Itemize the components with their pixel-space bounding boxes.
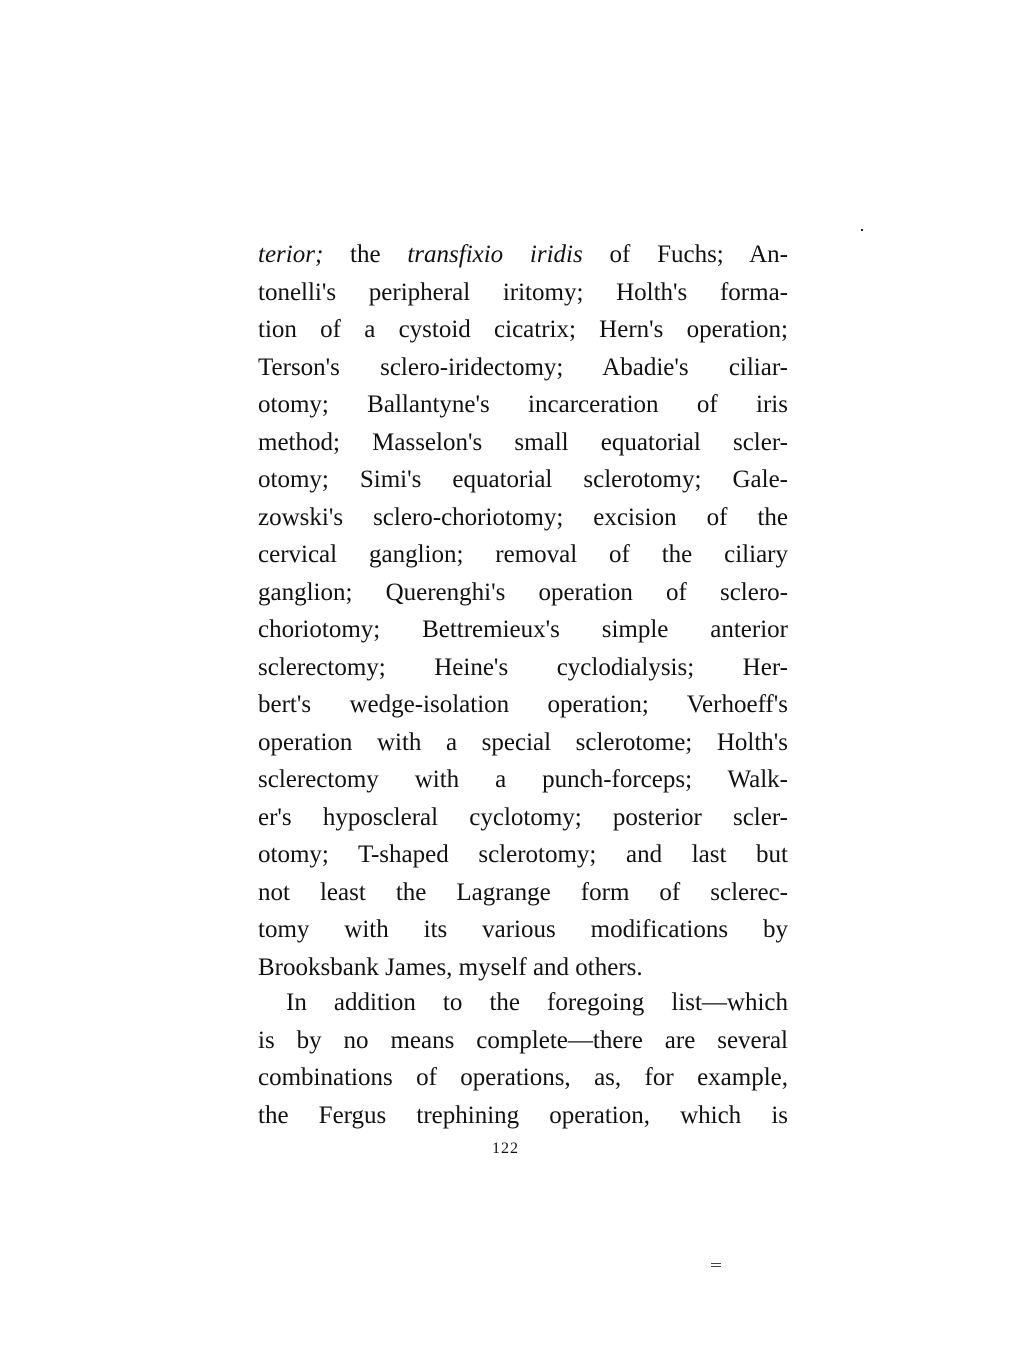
text-line: otomy; Simi's equatorial sclerotomy; Gale- [258, 466, 788, 493]
text-line: operation with a special sclerotome; Holth's [258, 728, 788, 756]
text-line: Terson's sclero-iridectomy; Abadie's ciliar- [258, 353, 788, 381]
text-line: ganglion; Querenghi's operation of sclero- [258, 578, 788, 606]
text-line: bert's wedge-isolation operation; Verhoeff's [258, 691, 788, 718]
text-line: sclerectomy; Heine's cyclodialysis; Her- [258, 653, 788, 681]
page-number: 122 [492, 1140, 519, 1157]
paragraph-2 [258, 984, 788, 1134]
stray-mark [861, 229, 863, 231]
text-line: not least the Lagrange form of sclerec- [258, 878, 788, 906]
text-line: the Fergus trephining operation, which is [258, 1101, 788, 1129]
text-line: is by no means complete—there are several [258, 1026, 788, 1054]
text-line: tonelli's peripheral iritomy; Holth's forma- [258, 278, 788, 306]
text-line: tomy with its various modifications by [258, 916, 788, 943]
text-line: cervical ganglion; removal of the ciliary [258, 541, 788, 568]
text-line: method; Masselon's small equatorial scler- [258, 428, 788, 456]
text-line: er's hyposcleral cyclotomy; posterior scler- [258, 803, 788, 831]
text-line: otomy; Ballantyne's incarceration of iris [258, 391, 788, 418]
body-text [258, 236, 788, 1134]
text-line: Brooksbank James, myself and others. [258, 953, 643, 981]
text-line: In addition to the foregoing list—which [286, 989, 788, 1016]
text-line: otomy; T-shaped sclerotomy; and last but [258, 841, 788, 868]
text-line: choriotomy; Bettremieux's simple anterior [258, 616, 788, 643]
italic-term: terior; [258, 241, 324, 268]
paragraph-1 [258, 236, 788, 986]
stray-mark [711, 1263, 721, 1269]
text-line: terior; the transfixio iridis of Fuchs; An- [258, 241, 789, 268]
text-line: tion of a cystoid cicatrix; Hern's operation; [258, 316, 788, 343]
text-line: zowski's sclero-choriotomy; excision of the [258, 503, 788, 531]
text-line: sclerectomy with a punch-forceps; Walk- [258, 766, 788, 793]
italic-term: transfixio iridis [407, 241, 583, 268]
text-line: combinations of operations, as, for example, [258, 1064, 788, 1091]
